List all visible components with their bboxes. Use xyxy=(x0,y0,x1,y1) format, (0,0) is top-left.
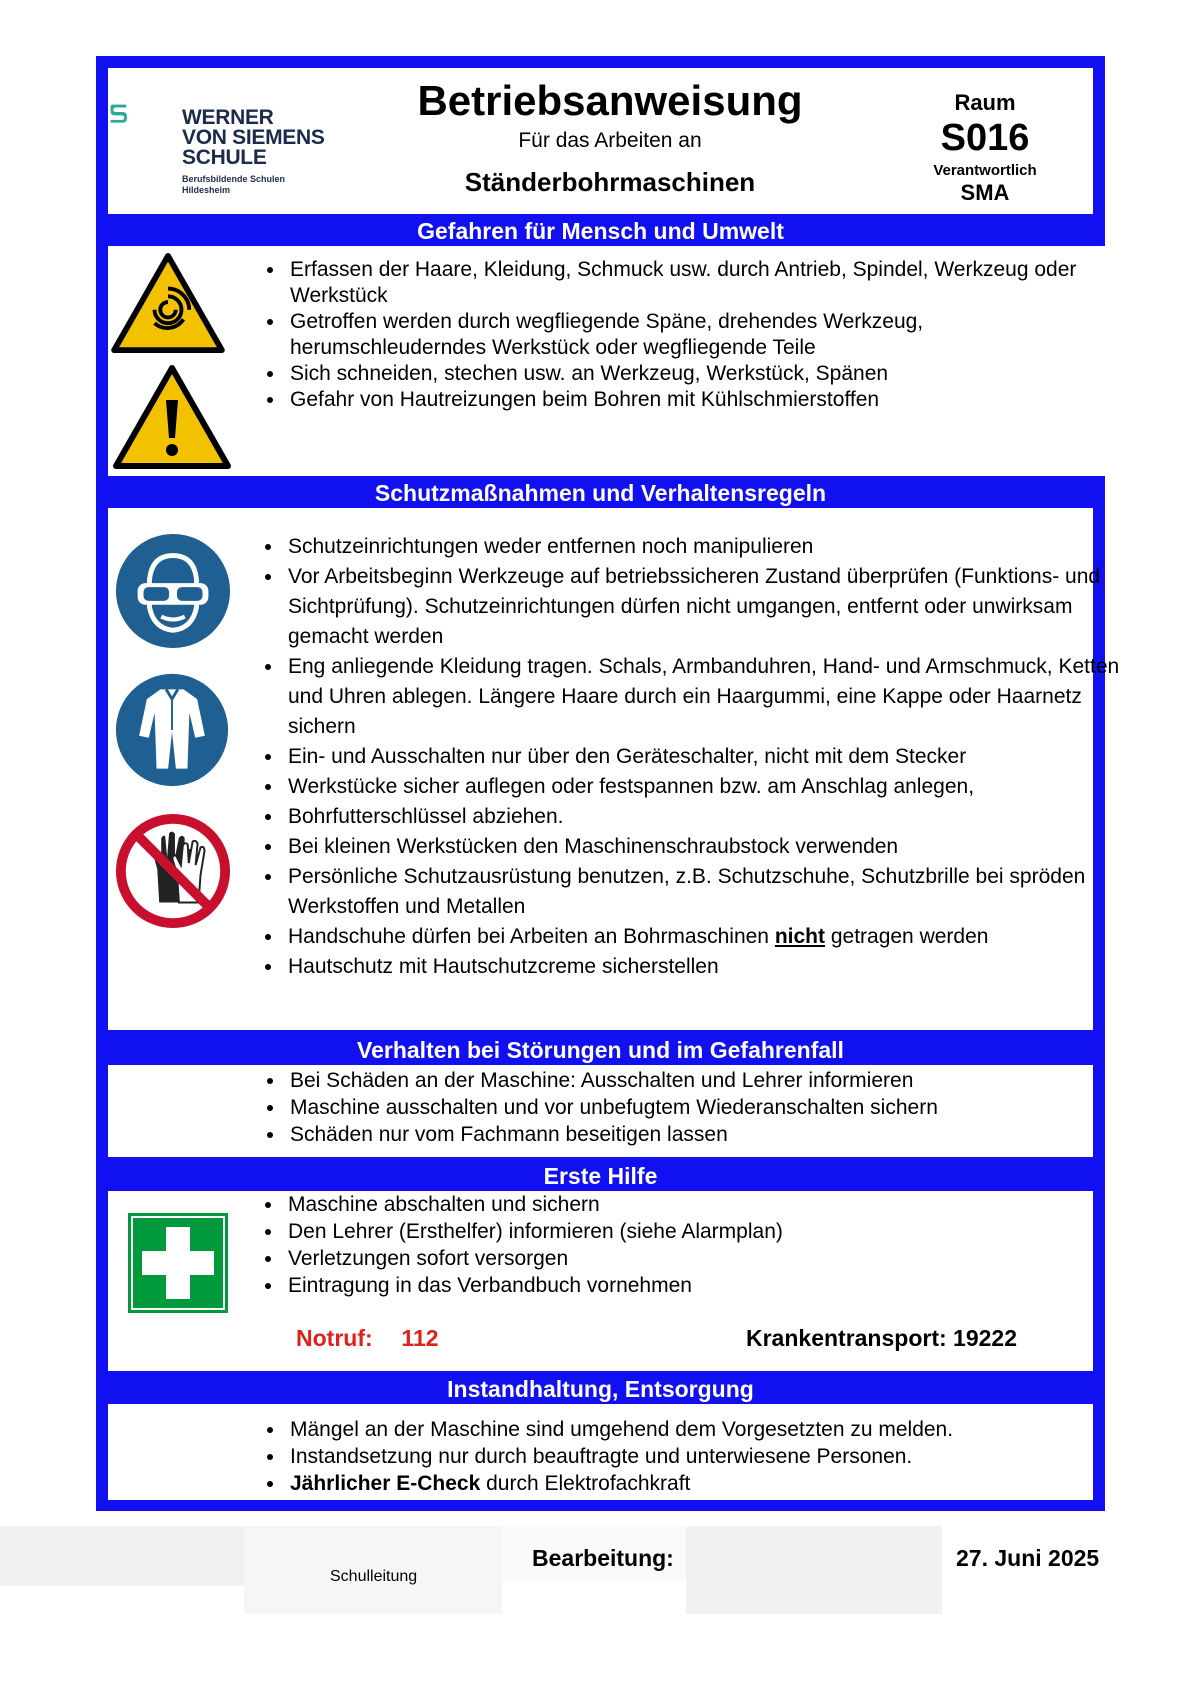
first-aid-title: Erste Hilfe xyxy=(543,1163,658,1189)
entanglement-warning-icon xyxy=(110,252,226,354)
list-item xyxy=(286,1470,1116,1497)
emergency-label: Notruf: xyxy=(296,1325,373,1351)
malfunction-title: Verhalten bei Störungen und im Gefahrenfall xyxy=(357,1037,844,1063)
protective-clothing-icon xyxy=(114,672,230,788)
gloves-text-before: Handschuhe dürfen bei Arbeiten an Bohrmaschinen xyxy=(288,925,775,948)
school-sub-line-1: Berufsbildende Schulen xyxy=(182,174,286,184)
echeck-rest: durch Elektrofachkraft xyxy=(480,1472,691,1495)
ambulance-label: Krankentransport: xyxy=(746,1325,947,1351)
list-item: • Instandsetzung nur durch beauftragte und unterwiesene Personen. xyxy=(286,1443,1116,1470)
list-item: • Maschine ausschalten und vor unbefugtem Wiederanschalten sichern xyxy=(286,1094,1116,1121)
school-subtitle xyxy=(182,174,285,196)
school-name xyxy=(182,108,325,168)
list-item: • Sich schneiden, stechen usw. an Werkzeug, Werkstück, Spänen xyxy=(286,361,1116,387)
protection-title: Schutzmaßnahmen und Verhaltensregeln xyxy=(374,480,827,506)
list-item xyxy=(284,922,1124,952)
list-item: • Schäden nur vom Fachmann beseitigen lassen xyxy=(286,1121,1116,1148)
emergency-number: 112 xyxy=(401,1325,439,1351)
ambulance-number: 19222 xyxy=(953,1325,1018,1351)
first-aid-list xyxy=(256,1191,1114,1299)
list-item: • Bohrfutterschlüssel abziehen. xyxy=(284,802,1124,832)
room-number: S016 xyxy=(940,117,1030,159)
list-item: • Ein- und Ausschalten nur über den Geräteschalter, nicht mit dem Stecker xyxy=(284,742,1124,772)
page-title: Betriebsanweisung xyxy=(417,77,803,124)
school-logo-icon xyxy=(110,88,172,150)
gloves-emphasis: nicht xyxy=(774,925,825,948)
list-item: • Schutzeinrichtungen weder entfernen noch manipulieren xyxy=(284,532,1124,562)
school-sub-line-2: Hildesheim xyxy=(182,185,231,195)
room-label: Raum xyxy=(954,90,1016,115)
malfunction-list xyxy=(258,1067,1116,1148)
edit-date: 27. Juni 2025 xyxy=(956,1545,1100,1571)
list-item: • Persönliche Schutzausrüstung benutzen, z.B. Schutzschuhe, Schutzbrille bei spröden Werkstoffen und Metallen xyxy=(284,862,1124,922)
signature-label: Schulleitung xyxy=(330,1568,418,1585)
list-item: • Erfassen der Haare, Kleidung, Schmuck usw. durch Antrieb, Spindel, Werkzeug oder Werkstück xyxy=(286,257,1116,309)
maintenance-list xyxy=(258,1416,1116,1497)
school-name-line-2: VON SIEMENS xyxy=(182,126,325,149)
list-item: • Verletzungen sofort versorgen xyxy=(284,1245,1114,1272)
maintenance-title: Instandhaltung, Entsorgung xyxy=(447,1376,754,1402)
list-item: • Bei Schäden an der Maschine: Ausschalten und Lehrer informieren xyxy=(286,1067,1116,1094)
school-name-line-3: SCHULE xyxy=(182,146,267,169)
list-item: • Vor Arbeitsbeginn Werkzeuge auf betriebssicheren Zustand überprüfen (Funktions- und Sichtprüfung). Schutzeinrichtungen dürfen nicht umgangen, entfernt oder unwirksam gemacht werden xyxy=(284,562,1124,652)
gloves-text-after: getragen werden xyxy=(825,925,989,948)
list-item: • Mängel an der Maschine sind umgehend dem Vorgesetzten zu melden. xyxy=(286,1416,1116,1443)
machine-name: Ständerbohrmaschinen xyxy=(464,167,756,197)
hazards-title: Gefahren für Mensch und Umwelt xyxy=(417,218,784,244)
emergency-call xyxy=(296,1325,439,1352)
page-subtitle: Für das Arbeiten an xyxy=(518,129,702,152)
footer-box-left xyxy=(0,1526,244,1586)
school-name-line-1: WERNER xyxy=(182,106,274,129)
no-gloves-icon xyxy=(114,812,232,930)
list-item: • Werkstücke sicher auflegen oder festspannen bzw. am Anschlag anlegen, xyxy=(284,772,1124,802)
list-item: • Den Lehrer (Ersthelfer) informieren (siehe Alarmplan) xyxy=(284,1218,1114,1245)
list-item: • Eintragung in das Verbandbuch vornehmen xyxy=(284,1272,1114,1299)
hazards-list xyxy=(258,257,1116,413)
list-item: • Getroffen werden durch wegfliegende Späne, drehendes Werkzeug, herumschleuderndes Werkstück oder wegfliegende Teile xyxy=(286,309,1116,361)
general-warning-icon xyxy=(112,364,232,470)
footer-box-mid xyxy=(686,1526,942,1614)
list-item: • Gefahr von Hautreizungen beim Bohren mit Kühlschmierstoffen xyxy=(286,387,1116,413)
responsible-value: SMA xyxy=(960,180,1010,205)
ambulance-call xyxy=(746,1325,1017,1352)
protection-list xyxy=(256,532,1124,982)
list-item: • Hautschutz mit Hautschutzcreme sicherstellen xyxy=(284,952,1124,982)
list-item: • Maschine abschalten und sichern xyxy=(284,1191,1114,1218)
list-item: • Eng anliegende Kleidung tragen. Schals, Armbanduhren, Hand- und Armschmuck, Ketten und Uhren ablegen. Längere Haare durch ein Haargummi, eine Kappe oder Haarnetz sichern xyxy=(284,652,1124,742)
first-aid-icon xyxy=(128,1213,228,1313)
list-item: • Bei kleinen Werkstücken den Maschinenschraubstock verwenden xyxy=(284,832,1124,862)
echeck-bold: Jährlicher E-Check xyxy=(290,1472,481,1495)
eye-protection-icon xyxy=(114,532,232,650)
responsible-label: Verantwortlich xyxy=(933,162,1037,179)
edit-label: Bearbeitung: xyxy=(532,1545,674,1571)
